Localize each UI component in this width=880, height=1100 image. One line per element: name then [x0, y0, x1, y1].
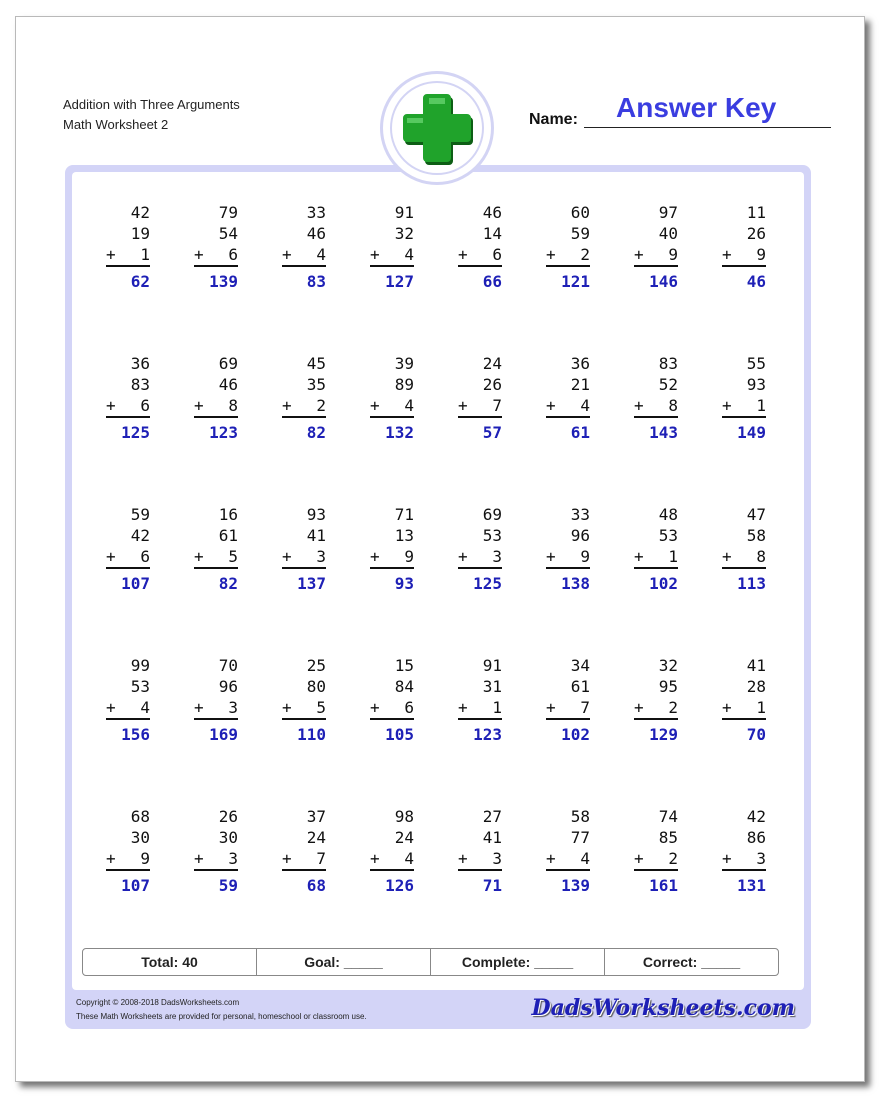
- addend-2: 85: [658, 828, 678, 847]
- addend-1: 47: [746, 505, 766, 524]
- addend-3-row: [370, 395, 414, 418]
- problem: [370, 504, 414, 594]
- addend-2: 46: [218, 375, 238, 394]
- answer: 146: [649, 272, 678, 291]
- answer: 156: [121, 725, 150, 744]
- problem: [546, 806, 590, 896]
- addend-1: 25: [306, 656, 326, 675]
- addend-3-row: [546, 697, 590, 720]
- addend-3-row: [722, 848, 766, 871]
- addend-3: 6: [140, 547, 150, 566]
- addend-1: 32: [658, 656, 678, 675]
- addend-3-row: [282, 848, 326, 871]
- plus-sign: +: [458, 245, 468, 264]
- plus-sign: +: [370, 547, 380, 566]
- addend-3: 1: [756, 396, 766, 415]
- addend-3: 4: [316, 245, 326, 264]
- addend-2: 21: [570, 375, 590, 394]
- problem: [546, 202, 590, 292]
- problem: [106, 353, 150, 443]
- problem-grid: [104, 202, 808, 942]
- addend-2: 89: [394, 375, 414, 394]
- addend-3: 2: [668, 698, 678, 717]
- addend-1: 15: [394, 656, 414, 675]
- addend-2: 95: [658, 677, 678, 696]
- plus-sign: +: [106, 698, 116, 717]
- addend-1: 71: [394, 505, 414, 524]
- answer: 62: [130, 272, 150, 291]
- addend-1: 16: [218, 505, 238, 524]
- addend-1: 42: [746, 807, 766, 826]
- addend-3-row: [282, 546, 326, 569]
- addend-1: 99: [130, 656, 150, 675]
- addend-3: 1: [756, 698, 766, 717]
- answer: 46: [746, 272, 766, 291]
- addend-3-row: [370, 697, 414, 720]
- answer: 138: [561, 574, 590, 593]
- addend-3-row: [106, 697, 150, 720]
- plus-icon: [397, 88, 477, 168]
- problem: [194, 806, 238, 896]
- answer: 59: [218, 876, 238, 895]
- problem: [634, 353, 678, 443]
- addend-2: 24: [394, 828, 414, 847]
- problem: [722, 655, 766, 745]
- addend-3: 3: [492, 547, 502, 566]
- problem: [722, 806, 766, 896]
- worksheet-subtitle: Math Worksheet 2: [63, 117, 169, 132]
- addend-2: 83: [130, 375, 150, 394]
- worksheet-title: Addition with Three Arguments: [63, 97, 240, 112]
- addend-3: 9: [756, 245, 766, 264]
- addend-1: 36: [570, 354, 590, 373]
- problem: [546, 504, 590, 594]
- answer: 125: [121, 423, 150, 442]
- addend-3-row: [106, 395, 150, 418]
- plus-sign: +: [370, 849, 380, 868]
- problem: [546, 655, 590, 745]
- addend-3: 6: [492, 245, 502, 264]
- addend-2: 30: [130, 828, 150, 847]
- addend-1: 70: [218, 656, 238, 675]
- addend-2: 35: [306, 375, 326, 394]
- addend-1: 58: [570, 807, 590, 826]
- goal-cell: Goal: _____: [257, 949, 431, 975]
- problem: [370, 655, 414, 745]
- plus-sign: +: [194, 547, 204, 566]
- addend-2: 41: [482, 828, 502, 847]
- addend-3-row: [458, 848, 502, 871]
- addend-2: 14: [482, 224, 502, 243]
- addend-1: 34: [570, 656, 590, 675]
- addend-3-row: [722, 546, 766, 569]
- score-bar: [82, 948, 779, 976]
- addend-2: 93: [746, 375, 766, 394]
- problem: [194, 655, 238, 745]
- plus-sign: +: [634, 849, 644, 868]
- addend-2: 31: [482, 677, 502, 696]
- plus-sign: +: [282, 698, 292, 717]
- answer: 139: [209, 272, 238, 291]
- addend-2: 53: [482, 526, 502, 545]
- addend-2: 32: [394, 224, 414, 243]
- addend-3: 4: [140, 698, 150, 717]
- addend-1: 39: [394, 354, 414, 373]
- plus-sign: +: [634, 396, 644, 415]
- problem: [634, 806, 678, 896]
- addend-1: 36: [130, 354, 150, 373]
- addend-1: 98: [394, 807, 414, 826]
- problem: [458, 353, 502, 443]
- plus-sign: +: [370, 698, 380, 717]
- plus-sign: +: [370, 245, 380, 264]
- addend-3-row: [282, 244, 326, 267]
- addend-2: 77: [570, 828, 590, 847]
- addend-2: 30: [218, 828, 238, 847]
- addend-2: 40: [658, 224, 678, 243]
- addend-3-row: [634, 395, 678, 418]
- copyright-text: Copyright © 2008-2018 DadsWorksheets.com: [76, 998, 240, 1007]
- logo-badge: [380, 71, 494, 185]
- name-label: Name:: [529, 111, 578, 128]
- addend-3: 4: [580, 396, 590, 415]
- addend-3: 9: [580, 547, 590, 566]
- answer: 107: [121, 574, 150, 593]
- plus-sign: +: [722, 245, 732, 264]
- answer: 71: [482, 876, 502, 895]
- problem: [370, 353, 414, 443]
- addend-2: 52: [658, 375, 678, 394]
- addend-1: 97: [658, 203, 678, 222]
- answer: 123: [209, 423, 238, 442]
- addend-2: 53: [130, 677, 150, 696]
- plus-sign: +: [546, 245, 556, 264]
- addend-2: 96: [570, 526, 590, 545]
- plus-sign: +: [282, 396, 292, 415]
- plus-sign: +: [546, 396, 556, 415]
- addend-2: 84: [394, 677, 414, 696]
- addend-3-row: [458, 395, 502, 418]
- problem: [106, 202, 150, 292]
- addend-3-row: [194, 848, 238, 871]
- problem: [370, 806, 414, 896]
- addend-3: 6: [404, 698, 414, 717]
- total-cell: Total: 40: [83, 949, 257, 975]
- problem: [282, 353, 326, 443]
- addend-1: 74: [658, 807, 678, 826]
- name-field-line: [584, 127, 831, 128]
- addend-1: 68: [130, 807, 150, 826]
- plus-sign: +: [634, 245, 644, 264]
- addend-3: 7: [316, 849, 326, 868]
- answer: 169: [209, 725, 238, 744]
- addend-1: 48: [658, 505, 678, 524]
- plus-sign: +: [282, 547, 292, 566]
- plus-sign: +: [722, 396, 732, 415]
- problem: [722, 353, 766, 443]
- answer: 61: [570, 423, 590, 442]
- addend-2: 19: [130, 224, 150, 243]
- addend-1: 45: [306, 354, 326, 373]
- answer: 82: [218, 574, 238, 593]
- plus-sign: +: [458, 849, 468, 868]
- answer: 127: [385, 272, 414, 291]
- answer: 57: [482, 423, 502, 442]
- addend-1: 42: [130, 203, 150, 222]
- addend-3-row: [370, 546, 414, 569]
- plus-sign: +: [722, 547, 732, 566]
- addend-2: 46: [306, 224, 326, 243]
- addend-3: 3: [756, 849, 766, 868]
- addend-3-row: [194, 395, 238, 418]
- addend-3-row: [546, 546, 590, 569]
- addend-3: 6: [140, 396, 150, 415]
- addend-3-row: [106, 244, 150, 267]
- addend-3: 5: [228, 547, 238, 566]
- answer: 110: [297, 725, 326, 744]
- addend-1: 93: [306, 505, 326, 524]
- answer-key-label: Answer Key: [616, 92, 777, 123]
- answer: 131: [737, 876, 766, 895]
- answer: 113: [737, 574, 766, 593]
- addend-3: 1: [492, 698, 502, 717]
- addend-3-row: [634, 244, 678, 267]
- addend-1: 83: [658, 354, 678, 373]
- addend-3-row: [194, 697, 238, 720]
- answer: 102: [561, 725, 590, 744]
- complete-cell: Complete: _____: [431, 949, 605, 975]
- plus-sign: +: [106, 547, 116, 566]
- addend-3: 7: [580, 698, 590, 717]
- addend-1: 91: [482, 656, 502, 675]
- problem: [634, 504, 678, 594]
- addend-3-row: [106, 848, 150, 871]
- plus-sign: +: [458, 698, 468, 717]
- addend-3: 6: [228, 245, 238, 264]
- problem: [546, 353, 590, 443]
- problem: [370, 202, 414, 292]
- answer: 82: [306, 423, 326, 442]
- addend-3-row: [458, 244, 502, 267]
- plus-sign: +: [106, 849, 116, 868]
- addend-3: 8: [228, 396, 238, 415]
- plus-sign: +: [282, 849, 292, 868]
- addend-3: 3: [316, 547, 326, 566]
- answer: 107: [121, 876, 150, 895]
- addend-2: 80: [306, 677, 326, 696]
- addend-3: 9: [404, 547, 414, 566]
- addend-1: 33: [306, 203, 326, 222]
- addend-3: 8: [756, 547, 766, 566]
- plus-sign: +: [194, 245, 204, 264]
- problem: [194, 353, 238, 443]
- addend-3-row: [458, 546, 502, 569]
- addend-3: 4: [404, 396, 414, 415]
- plus-sign: +: [194, 396, 204, 415]
- answer: 121: [561, 272, 590, 291]
- plus-sign: +: [634, 547, 644, 566]
- addend-3-row: [370, 244, 414, 267]
- problem: [458, 504, 502, 594]
- addend-1: 60: [570, 203, 590, 222]
- correct-cell: Correct: _____: [642, 954, 741, 970]
- addend-1: 55: [746, 354, 766, 373]
- plus-sign: +: [370, 396, 380, 415]
- problem: [634, 202, 678, 292]
- addend-3: 9: [668, 245, 678, 264]
- addend-3-row: [282, 697, 326, 720]
- plus-sign: +: [282, 245, 292, 264]
- problems-panel: [72, 172, 804, 990]
- addend-2: 24: [306, 828, 326, 847]
- answer: 126: [385, 876, 414, 895]
- answer: 139: [561, 876, 590, 895]
- answer: 129: [649, 725, 678, 744]
- plus-sign: +: [458, 396, 468, 415]
- plus-sign: +: [194, 698, 204, 717]
- answer: 93: [394, 574, 414, 593]
- problem: [106, 806, 150, 896]
- problem: [106, 504, 150, 594]
- answer: 66: [482, 272, 502, 291]
- answer: 132: [385, 423, 414, 442]
- addend-2: 42: [130, 526, 150, 545]
- addend-3: 2: [668, 849, 678, 868]
- addend-3: 5: [316, 698, 326, 717]
- addend-3: 3: [228, 698, 238, 717]
- addend-3-row: [546, 848, 590, 871]
- problem: [458, 202, 502, 292]
- answer: 125: [473, 574, 502, 593]
- answer: 102: [649, 574, 678, 593]
- addend-3: 4: [580, 849, 590, 868]
- addend-3-row: [634, 848, 678, 871]
- plus-sign: +: [546, 849, 556, 868]
- problem: [634, 655, 678, 745]
- addend-3: 3: [492, 849, 502, 868]
- answer: 83: [306, 272, 326, 291]
- addend-2: 13: [394, 526, 414, 545]
- addend-3-row: [546, 244, 590, 267]
- addend-2: 61: [218, 526, 238, 545]
- problem: [458, 655, 502, 745]
- addend-3: 3: [228, 849, 238, 868]
- addend-3: 8: [668, 396, 678, 415]
- addend-2: 54: [218, 224, 238, 243]
- addend-2: 53: [658, 526, 678, 545]
- addend-3-row: [282, 395, 326, 418]
- plus-sign: +: [546, 547, 556, 566]
- addend-3: 7: [492, 396, 502, 415]
- addend-3: 9: [140, 849, 150, 868]
- addend-2: 41: [306, 526, 326, 545]
- addend-1: 46: [482, 203, 502, 222]
- addend-1: 24: [482, 354, 502, 373]
- addend-3-row: [634, 697, 678, 720]
- problem: [282, 806, 326, 896]
- answer: 161: [649, 876, 678, 895]
- problem: [282, 655, 326, 745]
- answer: 68: [306, 876, 326, 895]
- addend-1: 69: [218, 354, 238, 373]
- addend-1: 27: [482, 807, 502, 826]
- addend-2: 61: [570, 677, 590, 696]
- addend-3-row: [370, 848, 414, 871]
- addend-3: 1: [140, 245, 150, 264]
- addend-3: 4: [404, 245, 414, 264]
- addend-1: 33: [570, 505, 590, 524]
- worksheet-frame: [65, 165, 811, 1029]
- addend-3: 2: [580, 245, 590, 264]
- addend-3-row: [194, 546, 238, 569]
- addend-3-row: [722, 697, 766, 720]
- disclaimer-text: These Math Worksheets are provided for personal, homeschool or classroom use.: [76, 1012, 367, 1021]
- answer: 70: [746, 725, 766, 744]
- addend-3-row: [546, 395, 590, 418]
- addend-1: 69: [482, 505, 502, 524]
- brand-logo: DadsWorksheets.com: [531, 995, 795, 1021]
- addend-3-row: [194, 244, 238, 267]
- addend-3-row: [458, 697, 502, 720]
- addend-2: 28: [746, 677, 766, 696]
- plus-sign: +: [106, 396, 116, 415]
- answer: 123: [473, 725, 502, 744]
- addend-1: 79: [218, 203, 238, 222]
- problem: [458, 806, 502, 896]
- addend-2: 26: [482, 375, 502, 394]
- addend-3-row: [634, 546, 678, 569]
- problem: [282, 202, 326, 292]
- problem: [194, 504, 238, 594]
- plus-sign: +: [634, 698, 644, 717]
- addend-1: 37: [306, 807, 326, 826]
- addend-2: 96: [218, 677, 238, 696]
- addend-3-row: [106, 546, 150, 569]
- plus-sign: +: [194, 849, 204, 868]
- addend-1: 11: [746, 203, 766, 222]
- answer: 149: [737, 423, 766, 442]
- addend-3: 1: [668, 547, 678, 566]
- plus-sign: +: [722, 698, 732, 717]
- plus-sign: +: [458, 547, 468, 566]
- problem: [194, 202, 238, 292]
- problem: [106, 655, 150, 745]
- problem: [722, 202, 766, 292]
- answer: 137: [297, 574, 326, 593]
- addend-3-row: [722, 395, 766, 418]
- addend-2: 58: [746, 526, 766, 545]
- addend-2: 86: [746, 828, 766, 847]
- addend-3: 4: [404, 849, 414, 868]
- answer: 105: [385, 725, 414, 744]
- addend-1: 41: [746, 656, 766, 675]
- addend-1: 26: [218, 807, 238, 826]
- addend-3: 2: [316, 396, 326, 415]
- answer: 143: [649, 423, 678, 442]
- addend-3-row: [722, 244, 766, 267]
- plus-sign: +: [722, 849, 732, 868]
- addend-1: 91: [394, 203, 414, 222]
- plus-sign: +: [106, 245, 116, 264]
- addend-1: 59: [130, 505, 150, 524]
- plus-sign: +: [546, 698, 556, 717]
- addend-2: 26: [746, 224, 766, 243]
- addend-2: 59: [570, 224, 590, 243]
- problem: [282, 504, 326, 594]
- problem: [722, 504, 766, 594]
